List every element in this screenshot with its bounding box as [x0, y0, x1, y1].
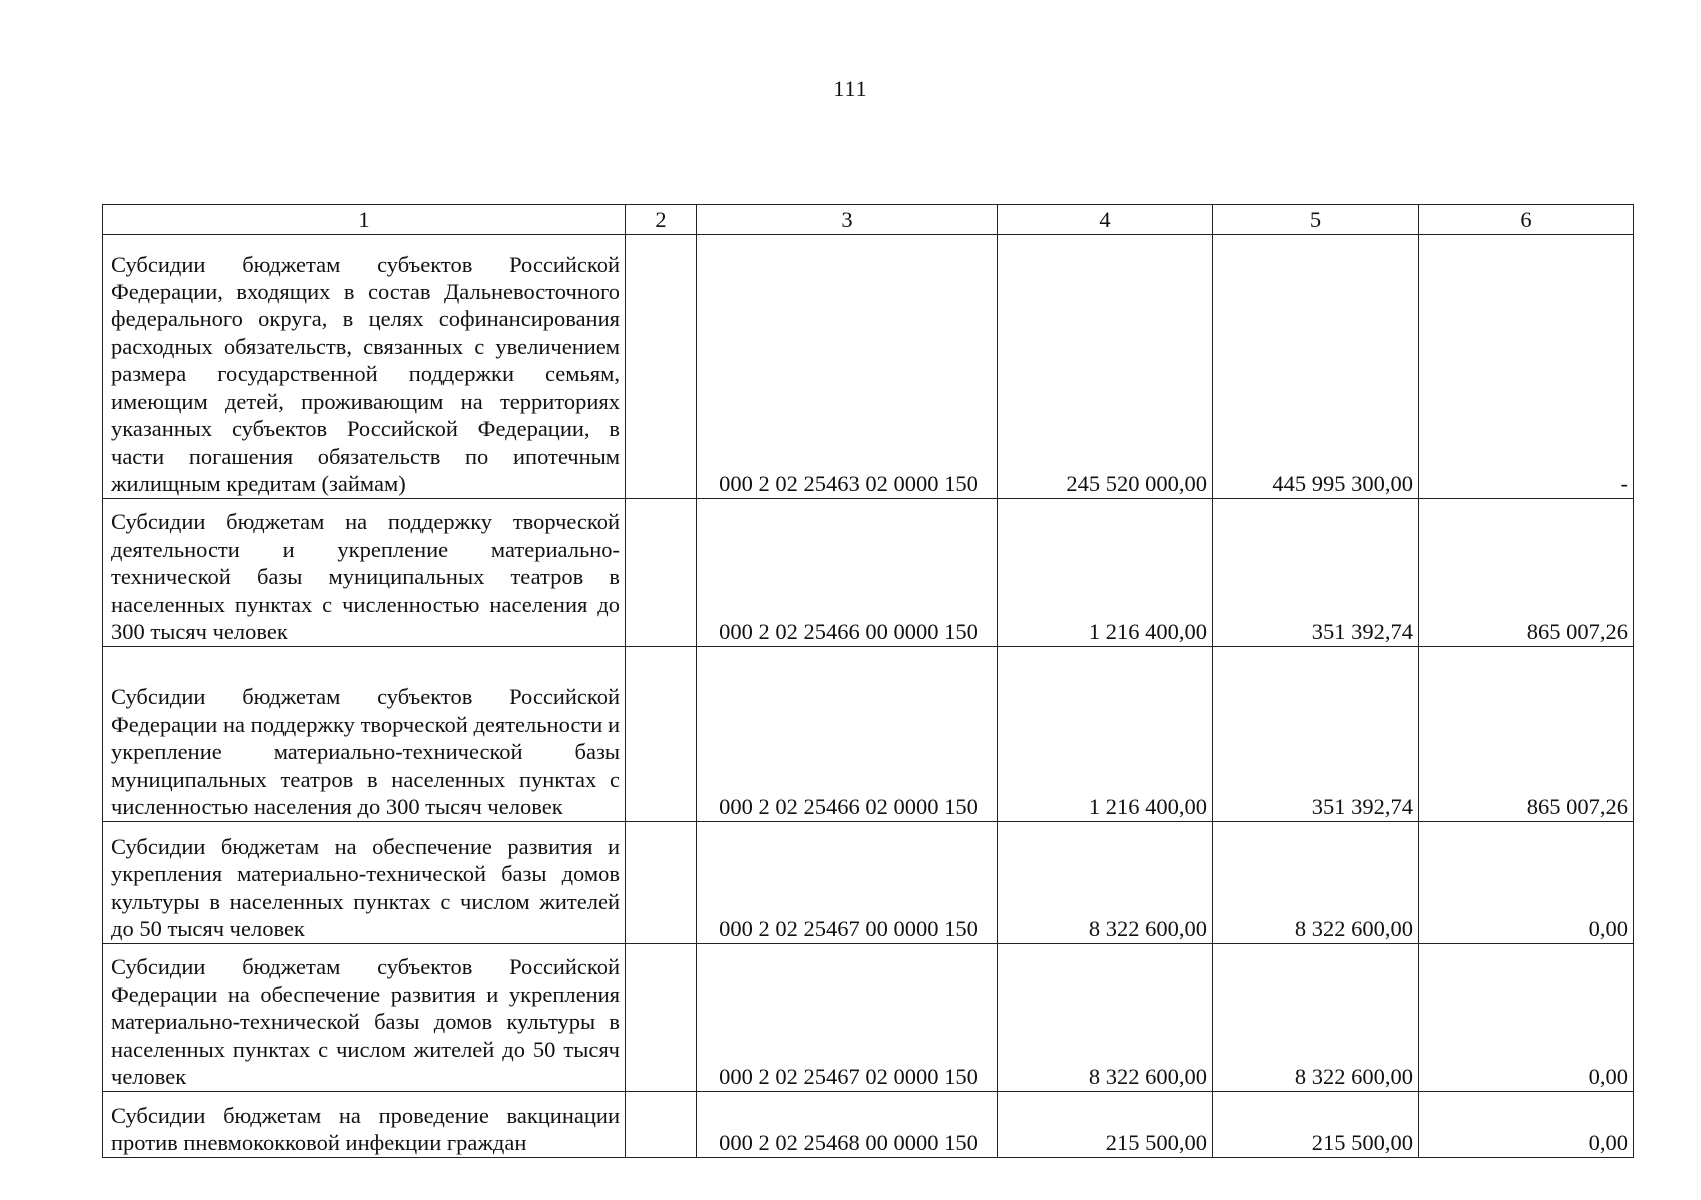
row-col2 [626, 1092, 697, 1158]
column-header-1: 1 [103, 205, 626, 235]
column-header-4: 4 [998, 205, 1213, 235]
row-description: Субсидии бюджетам субъектов Российской Федерации, входящих в состав Дальневосточного федерального округа, в целях софинансирования расходных обязательств, связанных с увеличением размера государственной поддержки семьям, имеющим детей, проживающим на территориях указанных субъектов Российской Федерации, в части погашения обязательств по ипотечным жилищным кредитам (займам) [103, 235, 626, 499]
column-header-2: 2 [626, 205, 697, 235]
table-row [103, 499, 1634, 647]
row-col2 [626, 647, 697, 822]
row-budget-code: 000 2 02 25463 02 0000 150 [697, 235, 998, 499]
row-description: Субсидии бюджетам на поддержку творческой деятельности и укрепление материально-технической базы муниципальных театров в населенных пунктах с численностью населения до 300 тысяч человек [103, 499, 626, 647]
row-amount-col5: 351 392,74 [1213, 647, 1419, 822]
row-amount-col6: 865 007,26 [1419, 499, 1634, 647]
row-amount-col4: 8 322 600,00 [998, 822, 1213, 944]
row-amount-col5: 8 322 600,00 [1213, 822, 1419, 944]
row-amount-col4: 1 216 400,00 [998, 499, 1213, 647]
table-row [103, 944, 1634, 1092]
row-amount-col6: 865 007,26 [1419, 647, 1634, 822]
row-budget-code: 000 2 02 25466 00 0000 150 [697, 499, 998, 647]
row-amount-col6: - [1419, 235, 1634, 499]
row-amount-col6: 0,00 [1419, 822, 1634, 944]
page-number: 111 [833, 76, 868, 101]
table-row [103, 235, 1634, 499]
row-amount-col4: 1 216 400,00 [998, 647, 1213, 822]
row-description: Субсидии бюджетам субъектов Российской Федерации на обеспечение развития и укрепления материально-технической базы домов культуры в населенных пунктах с числом жителей до 50 тысяч человек [103, 944, 626, 1092]
row-budget-code: 000 2 02 25466 02 0000 150 [697, 647, 998, 822]
row-col2 [626, 944, 697, 1092]
row-description: Субсидии бюджетам субъектов Российской Федерации на поддержку творческой деятельности и укрепление материально-технической базы муниципальных театров в населенных пунктах с численностью населения до 300 тысяч человек [103, 647, 626, 822]
column-header-3: 3 [697, 205, 998, 235]
row-amount-col4: 215 500,00 [998, 1092, 1213, 1158]
budget-table [102, 204, 1634, 1158]
column-header-5: 5 [1213, 205, 1419, 235]
table-row [103, 1092, 1634, 1158]
table-header-row [103, 205, 1634, 235]
table-row [103, 647, 1634, 822]
row-budget-code: 000 2 02 25467 02 0000 150 [697, 944, 998, 1092]
row-col2 [626, 499, 697, 647]
row-budget-code: 000 2 02 25467 00 0000 150 [697, 822, 998, 944]
row-col2 [626, 822, 697, 944]
table-row [103, 822, 1634, 944]
row-description: Субсидии бюджетам на обеспечение развития и укрепления материально-технической базы домов культуры в населенных пунктах с числом жителей до 50 тысяч человек [103, 822, 626, 944]
row-amount-col4: 8 322 600,00 [998, 944, 1213, 1092]
row-budget-code: 000 2 02 25468 00 0000 150 [697, 1092, 998, 1158]
row-amount-col6: 0,00 [1419, 1092, 1634, 1158]
row-amount-col5: 215 500,00 [1213, 1092, 1419, 1158]
row-amount-col5: 445 995 300,00 [1213, 235, 1419, 499]
column-header-6: 6 [1419, 205, 1634, 235]
row-col2 [626, 235, 697, 499]
row-amount-col4: 245 520 000,00 [998, 235, 1213, 499]
row-amount-col6: 0,00 [1419, 944, 1634, 1092]
row-amount-col5: 8 322 600,00 [1213, 944, 1419, 1092]
row-description: Субсидии бюджетам на проведение вакцинации против пневмококковой инфекции граждан [103, 1092, 626, 1158]
row-amount-col5: 351 392,74 [1213, 499, 1419, 647]
